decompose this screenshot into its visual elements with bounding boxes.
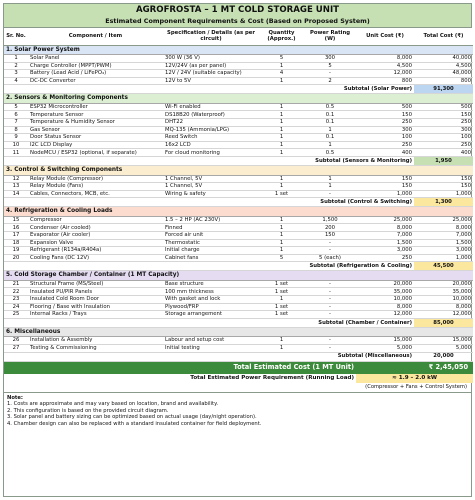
cell-power-rating: 0.1 <box>304 111 356 119</box>
cell-sr-no: 19 <box>4 247 28 255</box>
page-subtitle: Estimated Component Requirements & Cost (Based on Proposed System) <box>105 17 370 25</box>
cell-quantity: 1 <box>259 344 304 352</box>
cell-power-rating: 300 <box>304 55 356 63</box>
cell-power-rating: 5 (each) <box>304 254 356 262</box>
table-row <box>4 288 473 296</box>
table-row <box>4 119 473 127</box>
cell-power-rating: - <box>304 288 356 296</box>
cell-sr-no: 2 <box>4 62 28 70</box>
cell-quantity: 1 <box>259 239 304 247</box>
cell-sr-no: 8 <box>4 126 28 134</box>
subtotal-label: Subtotal (Solar Power) <box>4 85 414 94</box>
subtotal-label: Subtotal (Chamber / Container) <box>4 318 414 327</box>
subtotal-value: 1,300 <box>414 198 473 207</box>
cell-total-cost: 250 <box>414 141 473 149</box>
cell-quantity: 1 <box>259 183 304 191</box>
cell-sr-no: 6 <box>4 111 28 119</box>
table-row <box>4 77 473 85</box>
cell-component: Testing & Commissioning <box>28 344 163 352</box>
cell-power-rating: - <box>304 344 356 352</box>
cell-unit-cost: 12,000 <box>356 311 414 319</box>
cell-unit-cost: 25,000 <box>356 216 414 224</box>
subtotal-row <box>4 198 473 207</box>
cell-component: Refrigerant (R134a/R404a) <box>28 247 163 255</box>
cell-unit-cost: 15,000 <box>356 337 414 345</box>
cell-total-cost: 48,000 <box>414 70 473 78</box>
cell-power-rating: 200 <box>304 224 356 232</box>
cell-sr-no: 11 <box>4 149 28 157</box>
cell-specification: Initial charge <box>163 247 259 255</box>
table-row <box>4 239 473 247</box>
cell-unit-cost: 35,000 <box>356 288 414 296</box>
cell-specification: Thermostatic <box>163 239 259 247</box>
cell-quantity: 1 <box>259 111 304 119</box>
table-row <box>4 62 473 70</box>
cell-sr-no: 18 <box>4 239 28 247</box>
section-title: 4. Refrigeration & Cooling Loads <box>4 207 473 217</box>
totals-table <box>4 362 473 383</box>
cell-sr-no: 26 <box>4 337 28 345</box>
cell-component: DC-DC Converter <box>28 77 163 85</box>
cell-component: Installation & Assembly <box>28 337 163 345</box>
table-row <box>4 149 473 157</box>
table-row <box>4 103 473 111</box>
subtotal-value: 45,500 <box>414 262 473 271</box>
subtotal-value: 1,950 <box>414 157 473 166</box>
table-row <box>4 254 473 262</box>
cell-quantity: 1 <box>259 134 304 142</box>
cell-total-cost: 150 <box>414 111 473 119</box>
cell-total-cost: 35,000 <box>414 288 473 296</box>
cell-power-rating: 0.1 <box>304 119 356 127</box>
cell-unit-cost: 3,000 <box>356 247 414 255</box>
cell-specification: Base structure <box>163 280 259 288</box>
cell-total-cost: 400 <box>414 149 473 157</box>
cell-unit-cost: 8,000 <box>356 55 414 63</box>
table-row <box>4 344 473 352</box>
cell-unit-cost: 1,000 <box>356 190 414 198</box>
cell-specification: For cloud monitoring <box>163 149 259 157</box>
cell-total-cost: 7,000 <box>414 232 473 240</box>
cell-total-cost: 40,000 <box>414 55 473 63</box>
section-title: 3. Control & Switching Components <box>4 166 473 176</box>
cell-unit-cost: 250 <box>356 141 414 149</box>
cell-power-rating: 1 <box>304 126 356 134</box>
grand-total-value: ₹ 2,45,050 <box>428 363 469 372</box>
page-title: AGROFROSTA – 1 MT COLD STORAGE UNIT <box>135 5 340 15</box>
table-row <box>4 141 473 149</box>
cell-component: Flooring / Base with Insulation <box>28 303 163 311</box>
cell-power-rating: - <box>304 239 356 247</box>
cell-quantity: 1 set <box>259 288 304 296</box>
cell-unit-cost: 500 <box>356 103 414 111</box>
section-header <box>4 94 473 104</box>
notes-title: Note: <box>7 394 23 401</box>
cell-total-cost: 150 <box>414 183 473 191</box>
table-row <box>4 296 473 304</box>
power-requirement-label: Total Estimated Power Requirement (Running Load) <box>190 374 355 381</box>
cell-specification: Cabinet fans <box>163 254 259 262</box>
cell-specification: 1.5 – 2 HP (AC 230V) <box>163 216 259 224</box>
sheet-header <box>4 4 471 28</box>
table-row <box>4 280 473 288</box>
cell-total-cost: 250 <box>414 119 473 127</box>
subtotal-value: 85,000 <box>414 318 473 327</box>
cell-specification: 300 W (36 V) <box>163 55 259 63</box>
cell-component: ESP32 Microcontroller <box>28 103 163 111</box>
cell-quantity: 1 set <box>259 303 304 311</box>
cell-component: Temperature Sensor <box>28 111 163 119</box>
cell-sr-no: 7 <box>4 119 28 127</box>
section-header <box>4 207 473 217</box>
grand-total-label: Total Estimated Cost (1 MT Unit) <box>233 363 355 372</box>
cell-quantity: 1 <box>259 247 304 255</box>
power-requirement-note: (Compressor + Fans + Control System) <box>4 383 471 393</box>
cell-power-rating: - <box>304 280 356 288</box>
cell-unit-cost: 8,000 <box>356 303 414 311</box>
cell-specification: 1 Channel, 5V <box>163 183 259 191</box>
col-header-sr: Sr. No. <box>4 28 28 45</box>
cell-sr-no: 15 <box>4 216 28 224</box>
cell-quantity: 5 <box>259 254 304 262</box>
cell-sr-no: 14 <box>4 190 28 198</box>
cell-power-rating: 0.5 <box>304 103 356 111</box>
cell-quantity: 4 <box>259 70 304 78</box>
cell-unit-cost: 150 <box>356 111 414 119</box>
cell-sr-no: 17 <box>4 232 28 240</box>
cell-unit-cost: 400 <box>356 149 414 157</box>
cell-quantity: 1 <box>259 224 304 232</box>
table-row <box>4 303 473 311</box>
cell-quantity: 1 set <box>259 280 304 288</box>
power-requirement-row <box>4 374 473 383</box>
cell-specification: MQ-135 (Ammonia/LPG) <box>163 126 259 134</box>
col-header-unit-cost: Unit Cost (₹) <box>356 28 414 45</box>
cell-quantity: 1 <box>259 149 304 157</box>
grand-total-row <box>4 362 473 374</box>
cell-unit-cost: 1,500 <box>356 239 414 247</box>
cell-unit-cost: 150 <box>356 183 414 191</box>
cell-power-rating: 1 <box>304 141 356 149</box>
cell-quantity: 1 <box>259 62 304 70</box>
table-body <box>4 45 473 361</box>
table-row <box>4 311 473 319</box>
cell-quantity: 1 set <box>259 190 304 198</box>
section-header <box>4 327 473 337</box>
cell-power-rating: 0.5 <box>304 149 356 157</box>
cell-component: Gas Sensor <box>28 126 163 134</box>
section-title: 6. Miscellaneous <box>4 327 473 337</box>
cell-unit-cost: 250 <box>356 254 414 262</box>
cell-total-cost: 8,000 <box>414 224 473 232</box>
cell-unit-cost: 150 <box>356 175 414 183</box>
cell-sr-no: 1 <box>4 55 28 63</box>
cell-quantity: 1 <box>259 77 304 85</box>
cell-component: Compressor <box>28 216 163 224</box>
cell-component: I2C LCD Display <box>28 141 163 149</box>
cell-power-rating: - <box>304 337 356 345</box>
note-item: 1. Costs are approximate and may vary based on location, brand and availability. <box>7 401 219 408</box>
cost-table <box>4 28 473 362</box>
cell-power-rating: 2 <box>304 77 356 85</box>
table-row <box>4 126 473 134</box>
subtotal-value: 91,300 <box>414 85 473 94</box>
cell-quantity: 1 set <box>259 311 304 319</box>
cell-power-rating: - <box>304 247 356 255</box>
col-header-total-cost: Total Cost (₹) <box>414 28 473 45</box>
cell-component: Battery (Lead Acid / LiFePO₄) <box>28 70 163 78</box>
cell-power-rating: 150 <box>304 232 356 240</box>
cell-component: Internal Racks / Trays <box>28 311 163 319</box>
table-row <box>4 134 473 142</box>
table-row <box>4 183 473 191</box>
cell-quantity: 1 <box>259 337 304 345</box>
cell-component: Condenser (Air cooled) <box>28 224 163 232</box>
cell-specification: Finned <box>163 224 259 232</box>
cell-quantity: 1 <box>259 103 304 111</box>
cell-power-rating: 5 <box>304 62 356 70</box>
cell-total-cost: 20,000 <box>414 280 473 288</box>
cell-sr-no: 27 <box>4 344 28 352</box>
cell-specification: Wiring & safety <box>163 190 259 198</box>
cell-component: Structural Frame (MS/Steel) <box>28 280 163 288</box>
cell-quantity: 5 <box>259 55 304 63</box>
cell-specification: Forced air unit <box>163 232 259 240</box>
cell-specification: 16x2 LCD <box>163 141 259 149</box>
cell-total-cost: 3,000 <box>414 247 473 255</box>
cell-unit-cost: 800 <box>356 77 414 85</box>
cell-unit-cost: 250 <box>356 119 414 127</box>
cell-sr-no: 5 <box>4 103 28 111</box>
cell-component: Evaporator (Air cooler) <box>28 232 163 240</box>
subtotal-label: Subtotal (Refrigeration & Cooling) <box>4 262 414 271</box>
subtotal-label: Subtotal (Miscellaneous) <box>4 352 414 361</box>
cell-unit-cost: 4,500 <box>356 62 414 70</box>
cell-specification: 1 Channel, 5V <box>163 175 259 183</box>
cell-component: Temperature & Humidity Sensor <box>28 119 163 127</box>
notes-section <box>4 393 471 430</box>
cell-specification: Storage arrangement <box>163 311 259 319</box>
cell-sr-no: 4 <box>4 77 28 85</box>
cell-component: Charge Controller (MPPT/PWM) <box>28 62 163 70</box>
cell-specification: DS18B20 (Waterproof) <box>163 111 259 119</box>
cell-total-cost: 100 <box>414 134 473 142</box>
section-header <box>4 166 473 176</box>
cell-unit-cost: 10,000 <box>356 296 414 304</box>
table-row <box>4 247 473 255</box>
cell-sr-no: 23 <box>4 296 28 304</box>
cell-specification: 12V / 24V (suitable capacity) <box>163 70 259 78</box>
section-title: 2. Sensors & Monitoring Components <box>4 94 473 104</box>
cell-sr-no: 10 <box>4 141 28 149</box>
section-header <box>4 45 473 55</box>
cell-sr-no: 22 <box>4 288 28 296</box>
col-header-power: Power Rating (W) <box>304 28 356 45</box>
cell-total-cost: 1,000 <box>414 254 473 262</box>
cell-power-rating: - <box>304 303 356 311</box>
table-row <box>4 216 473 224</box>
cell-specification: Initial testing <box>163 344 259 352</box>
cell-unit-cost: 12,000 <box>356 70 414 78</box>
cell-quantity: 1 <box>259 175 304 183</box>
cell-sr-no: 9 <box>4 134 28 142</box>
cell-specification: With gasket and lock <box>163 296 259 304</box>
cell-sr-no: 3 <box>4 70 28 78</box>
col-header-component: Component / Item <box>28 28 163 45</box>
cell-specification: Reed Switch <box>163 134 259 142</box>
cell-total-cost: 800 <box>414 77 473 85</box>
table-row <box>4 111 473 119</box>
cell-power-rating: - <box>304 190 356 198</box>
table-row <box>4 190 473 198</box>
subtotal-row <box>4 157 473 166</box>
table-row <box>4 232 473 240</box>
cell-sr-no: 21 <box>4 280 28 288</box>
cell-sr-no: 16 <box>4 224 28 232</box>
cell-quantity: 1 <box>259 296 304 304</box>
cell-component: Relay Module (Fans) <box>28 183 163 191</box>
section-title: 1. Solar Power System <box>4 45 473 55</box>
cell-total-cost: 15,000 <box>414 337 473 345</box>
subtotal-label: Subtotal (Control & Switching) <box>4 198 414 207</box>
cell-power-rating: - <box>304 311 356 319</box>
cell-sr-no: 24 <box>4 303 28 311</box>
cell-unit-cost: 7,000 <box>356 232 414 240</box>
cell-component: Door Status Sensor <box>28 134 163 142</box>
cell-quantity: 1 <box>259 119 304 127</box>
cell-unit-cost: 20,000 <box>356 280 414 288</box>
subtotal-label: Subtotal (Sensors & Monitoring) <box>4 157 414 166</box>
cell-total-cost: 4,500 <box>414 62 473 70</box>
note-item: 2. This configuration is based on the provided circuit diagram. <box>7 407 169 414</box>
cell-component: Expansion Valve <box>28 239 163 247</box>
cell-unit-cost: 300 <box>356 126 414 134</box>
cost-estimate-sheet <box>3 3 472 497</box>
cell-total-cost: 8,000 <box>414 303 473 311</box>
cell-component: Insulated Cold Room Door <box>28 296 163 304</box>
column-header-row <box>4 28 473 45</box>
cell-power-rating: 1 <box>304 183 356 191</box>
cell-specification: Labour and setup cost <box>163 337 259 345</box>
subtotal-row <box>4 318 473 327</box>
cell-total-cost: 12,000 <box>414 311 473 319</box>
note-item: 4. Chamber design can also be replaced with a standard insulated container for field deployment. <box>7 420 262 427</box>
cell-sr-no: 20 <box>4 254 28 262</box>
cell-total-cost: 5,000 <box>414 344 473 352</box>
cell-component: Insulated PU/PIR Panels <box>28 288 163 296</box>
cell-specification: DHT22 <box>163 119 259 127</box>
subtotal-row <box>4 262 473 271</box>
col-header-quantity: Quantity (Approx.) <box>259 28 304 45</box>
cell-quantity: 1 <box>259 141 304 149</box>
cell-specification: Wi-Fi enabled <box>163 103 259 111</box>
subtotal-row <box>4 352 473 361</box>
cell-total-cost: 300 <box>414 126 473 134</box>
cell-power-rating: 0.1 <box>304 134 356 142</box>
table-row <box>4 337 473 345</box>
cell-sr-no: 12 <box>4 175 28 183</box>
cell-quantity: 1 <box>259 232 304 240</box>
cell-total-cost: 500 <box>414 103 473 111</box>
power-requirement-value: ≈ 1.9 – 2.0 kW <box>356 374 473 383</box>
cell-specification: 12V to 5V <box>163 77 259 85</box>
cell-unit-cost: 5,000 <box>356 344 414 352</box>
cell-power-rating: - <box>304 70 356 78</box>
cell-component: Relay Module (Compressor) <box>28 175 163 183</box>
cell-specification: 12V/24V (as per panel) <box>163 62 259 70</box>
note-item: 3. Solar panel and battery sizing can be optimized based on actual usage (day/night operation). <box>7 414 257 421</box>
col-header-specification: Specification / Details (as per circuit) <box>163 28 259 45</box>
cell-total-cost: 10,000 <box>414 296 473 304</box>
cell-total-cost: 1,000 <box>414 190 473 198</box>
table-row <box>4 175 473 183</box>
cell-unit-cost: 8,000 <box>356 224 414 232</box>
table-row <box>4 70 473 78</box>
table-row <box>4 224 473 232</box>
cell-component: Cables, Connectors, MCB, etc. <box>28 190 163 198</box>
cell-power-rating: - <box>304 296 356 304</box>
cell-component: Cooling Fans (DC 12V) <box>28 254 163 262</box>
cell-sr-no: 13 <box>4 183 28 191</box>
cell-total-cost: 1,500 <box>414 239 473 247</box>
cell-sr-no: 25 <box>4 311 28 319</box>
cell-quantity: 1 <box>259 126 304 134</box>
cell-component: NodeMCU / ESP32 (optional, if separate) <box>28 149 163 157</box>
cell-quantity: 1 <box>259 216 304 224</box>
cell-specification: Plywood/FRP <box>163 303 259 311</box>
cell-unit-cost: 100 <box>356 134 414 142</box>
table-row <box>4 55 473 63</box>
subtotal-value: 20,000 <box>414 352 473 361</box>
cell-total-cost: 25,000 <box>414 216 473 224</box>
cell-total-cost: 150 <box>414 175 473 183</box>
cell-power-rating: 1 <box>304 175 356 183</box>
subtotal-row <box>4 85 473 94</box>
section-title: 5. Cold Storage Chamber / Container (1 MT Capacity) <box>4 271 473 281</box>
cell-power-rating: 1,500 <box>304 216 356 224</box>
cell-component: Solar Panel <box>28 55 163 63</box>
cell-specification: 100 mm thickness <box>163 288 259 296</box>
section-header <box>4 271 473 281</box>
